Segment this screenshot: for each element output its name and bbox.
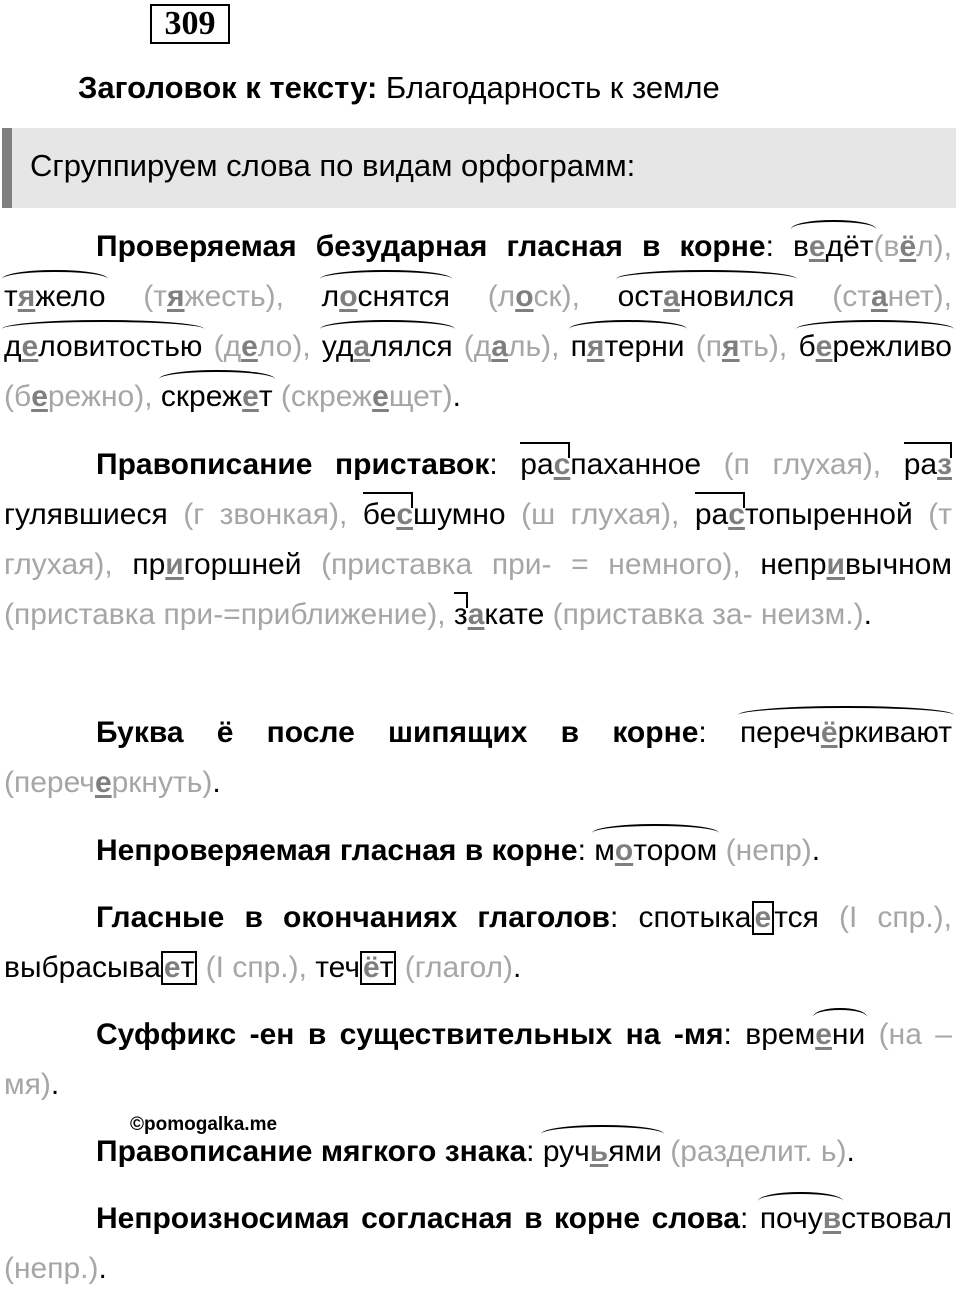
word-ostanovilsya [618,272,795,322]
check-note: (непр) [717,834,812,867]
text-fragment: (б [4,380,32,413]
heading-unverifiable-vowel: Непроверяемая гласная в корне [96,834,578,867]
word-vedyot [793,222,874,272]
highlighted-letter: о [339,280,358,313]
highlighted-letter: а [467,598,485,631]
word-prigorshney [132,548,301,581]
highlighted-letter: а [870,280,888,313]
text-fragment: жело [35,280,106,313]
highlighted-letter: ь [589,1135,609,1168]
text-fragment: з [453,598,468,631]
text-fragment: ль), [507,330,571,363]
paragraph-soft-sign [4,1127,952,1177]
text-fragment: ни [831,1018,866,1051]
text-fragment: ра [694,498,729,531]
text-fragment: (скреж [272,380,373,413]
text-fragment: тором [633,834,718,867]
check-note: (т глухая), [4,498,952,581]
check-note: (разделит. ь) [661,1135,847,1168]
word-vremeni [745,1018,865,1051]
text-fragment: уд [321,330,354,363]
highlighted-letter: с [728,498,745,531]
text-fragment: (л [449,280,516,313]
check-note: (глагол) [396,951,514,984]
title-value: Благодарность к земле [377,70,720,105]
highlighted-letter: е [372,380,389,413]
word-neprivychnom [760,548,952,581]
word-pyaterni [571,322,685,372]
text-fragment: топыренной [744,498,913,531]
highlighted-letter: а [491,330,508,363]
text-fragment: т [379,951,394,984]
text-fragment: ло), [257,330,322,363]
text-fragment: ть), [739,330,799,363]
paragraph-yo-after-sibilants [4,708,952,808]
check-note [450,280,618,313]
paragraph-unverifiable-vowel [4,826,952,876]
highlighted-letter: е [815,330,833,363]
text-fragment: непр [760,548,827,581]
word-skrezhet [161,372,273,422]
text-fragment: (д [452,330,492,363]
highlighted-letter: е [94,766,112,799]
text-fragment: л), [916,230,952,263]
text-fragment: переч [739,716,821,749]
text-fragment: жесть), [184,280,322,313]
highlighted-letter: е [242,380,259,413]
word-motorom [594,826,717,876]
highlighted-letter: с [396,498,413,531]
check-note: (приставка при-=приближение), [4,598,454,631]
check-note: (ш глухая), [505,498,695,531]
check-note: (приставка за- неизм.) [544,598,864,631]
text-fragment: щет) [388,380,453,413]
text-fragment: новился [679,280,795,313]
check-note [4,380,161,413]
prefix-mark [454,590,468,640]
heading-verb-endings: Гласные в окончаниях глаголов [96,901,610,934]
highlighted-letter: е [163,951,181,984]
word-vybrasyvaet [4,951,197,984]
text-fragment: д [4,330,22,363]
text-fragment: . [98,1252,107,1285]
text-fragment: бе [362,498,397,531]
prefix-mark [520,440,570,490]
text-fragment: п [570,330,587,363]
highlighted-letter: з [937,448,952,481]
text-fragment: : [739,1202,760,1235]
highlighted-letter: о [515,280,534,313]
highlighted-letter: и [165,548,184,581]
ending-box [161,951,197,985]
text-fragment: т [180,951,195,984]
text-fragment: руч [542,1135,590,1168]
highlighted-letter: е [754,901,772,934]
text-fragment: . [863,598,872,631]
heading-suffix-en: Суффикс -ен в существительных на -мя [96,1018,724,1051]
text-fragment: (в [873,230,900,263]
highlighted-letter: е [31,380,48,413]
text-fragment: (переч [4,766,95,799]
check-note [4,766,212,799]
highlighted-letter: а [353,330,371,363]
paragraph-verb-endings [4,893,952,993]
check-note: (приставка при- = немного), [301,548,761,581]
highlighted-letter: я [17,280,36,313]
text-fragment: : [723,1018,746,1051]
exercise-number: 309 [150,4,230,44]
word-perecherkivayut [740,708,952,758]
check-note [696,330,799,363]
highlighted-letter: и [826,548,845,581]
text-fragment: . [513,951,522,984]
heading-silent-consonant: Непроизносимая согласная в корне слова [96,1202,740,1235]
ending-box [752,901,775,935]
highlighted-letter: е [241,330,258,363]
text-fragment: : [526,1135,543,1168]
word-rastopyrennoy [695,498,913,531]
text-fragment: ствовал [841,1202,952,1235]
highlighted-letter: я [586,330,605,363]
text-fragment: режно), [47,380,161,413]
text-fragment: снятся [357,280,450,313]
text-fragment: : [765,230,793,263]
text-fragment: т [258,380,273,413]
title-label: Заголовок к тексту: [78,70,378,105]
highlighted-letter: я [167,280,185,313]
word-berezhlivo [798,322,952,372]
check-note: (I спр.), [818,901,952,934]
text-fragment: ск), [533,280,618,313]
text-fragment: нет), [887,280,952,313]
word-besshumno [363,498,506,531]
heading-yo-after-sibilants: Буква ё после шипящих в корне [96,716,699,749]
text-fragment: режливо [832,330,952,363]
highlighted-letter: ё [899,230,917,263]
word-ruchyami [543,1127,662,1177]
highlighted-letter: е [21,330,39,363]
note-text: Сгруппируем слова по видам орфограмм: [30,148,636,183]
prefix-mark [904,440,952,490]
text-fragment: : [610,901,639,934]
check-note: (г звонкая), [167,498,363,531]
heading-soft-sign: Правописание мягкого знака [96,1135,527,1168]
text-fragment: : [577,834,595,867]
highlighted-letter: е [815,1018,832,1051]
highlighted-letter: е [808,230,826,263]
text-fragment: терни [604,330,685,363]
text-fragment: теч [315,951,360,984]
check-note [453,330,571,363]
text-fragment: . [212,766,221,799]
text-fragment: (ст [832,280,871,313]
text-fragment: вычном [844,548,952,581]
highlighted-letter: о [614,834,634,867]
text-fragment: . [846,1135,855,1168]
word-udalyalsya [322,322,453,372]
text-title-line [78,70,720,106]
check-note [202,330,321,363]
highlighted-letter: в [822,1202,842,1235]
text-fragment: в [792,230,809,263]
word-losnyatsya [322,272,450,322]
heading-prefixes: Правописание приставок [96,448,490,481]
word-delovitostyu [4,322,202,372]
word-raspahannoe [520,448,701,481]
highlighted-letter: с [553,448,571,481]
check-note: (непр.) [4,1252,99,1285]
text-fragment: кате [484,598,545,631]
prefix-mark [363,490,413,540]
text-fragment: ями [608,1135,662,1168]
heading-unstressed-vowel: Проверяемая безударная гласная в корне [96,230,766,263]
paragraph-silent-consonant [4,1194,952,1294]
text-fragment: б [798,330,816,363]
note-box [2,128,956,208]
highlighted-letter: ё [363,951,380,984]
text-fragment: (п [695,330,723,363]
highlighted-letter: а [663,280,680,313]
copyright-label: ©pomogalka.me [130,1114,278,1135]
text-fragment: ра [520,448,554,481]
word-pochuvstvoval [760,1202,952,1235]
root-arc [815,1010,865,1060]
check-note: (I спр.), [197,951,316,984]
text-fragment: ра [903,448,938,481]
text-fragment: скреж [160,380,243,413]
text-fragment: : [489,448,521,481]
text-fragment: лялся [370,330,453,363]
check-note: (п глухая), [701,448,904,481]
text-fragment: дёт [825,230,874,263]
text-fragment: (т [105,280,167,313]
check-note [273,380,453,413]
text-fragment: ловитостью [38,330,203,363]
paragraph-prefixes [4,440,952,640]
text-fragment: почу [759,1202,823,1235]
check-note [832,280,952,313]
text-fragment: (д [202,330,242,363]
word-tyazhelo [4,272,106,322]
text-fragment: . [50,1068,60,1101]
highlighted-letter: ё [820,716,838,749]
text-fragment: ркивают [837,716,952,749]
text-fragment: тся [774,901,819,934]
text-fragment: м [594,834,615,867]
text-fragment: врем [745,1018,816,1051]
check-note: (на –мя) [4,1018,952,1101]
text-fragment: . [811,834,821,867]
prefix-mark [695,490,745,540]
check-note [106,280,322,313]
word-zakate [454,598,544,631]
text-fragment: : [698,716,740,749]
check-note [874,230,952,263]
word-techyot [315,951,396,984]
text-fragment: ост [617,280,664,313]
root-arc [760,1194,841,1244]
text-fragment: гулявшиеся [4,498,168,531]
text-fragment: ркнуть) [111,766,213,799]
paragraph-unstressed-vowel [4,222,952,422]
text-fragment: шумно [413,498,506,531]
ending-box [360,951,396,985]
text-fragment: горшней [183,548,302,581]
text-fragment: т [4,280,18,313]
text-fragment: . [452,380,461,413]
text-fragment: выбрасыва [4,951,161,984]
text-fragment: спотыка [638,901,752,934]
word-spotykaetsya [638,901,818,934]
text-fragment: пр [132,548,166,581]
text-fragment: л [321,280,340,313]
paragraph-suffix-en [4,1010,952,1110]
text-fragment: паханное [570,448,702,481]
highlighted-letter: я [722,330,740,363]
